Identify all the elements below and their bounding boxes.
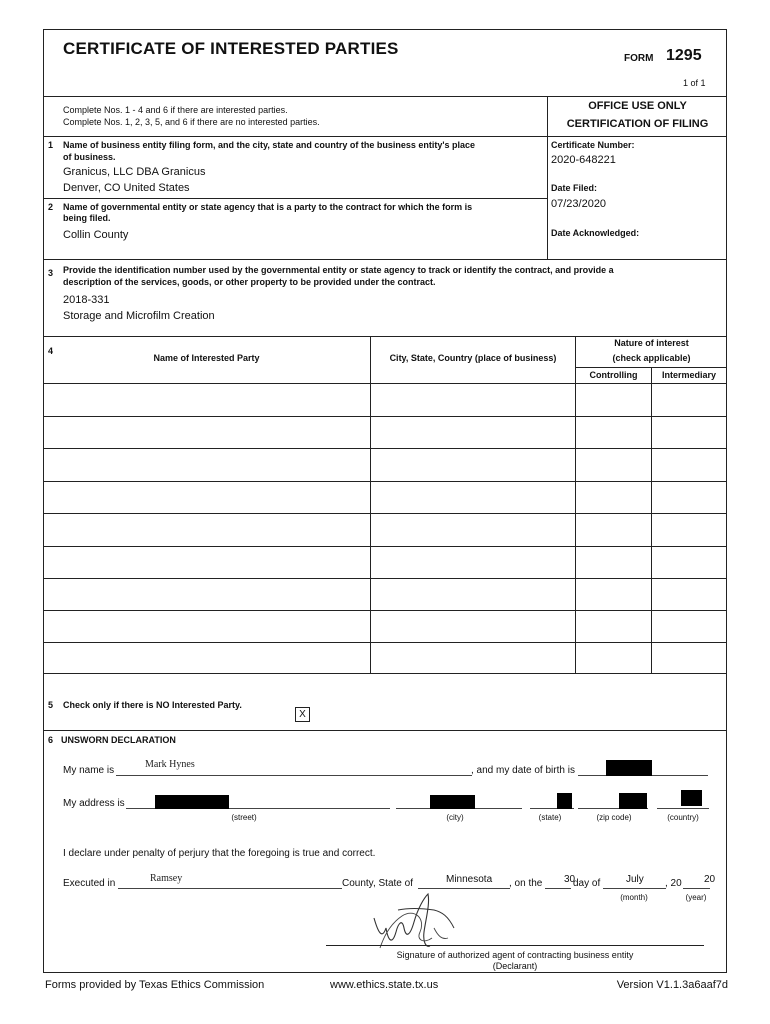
date-filed-label: Date Filed: [551, 183, 598, 193]
section-6-number: 6 [48, 735, 54, 745]
nature-of-interest-heading: Nature of interest [614, 338, 689, 348]
table-bottom-border [43, 673, 727, 674]
section-2-label: Name of governmental entity or state agency that is a party to the contract for which the form is [63, 202, 473, 212]
section-3-number: 3 [48, 268, 54, 278]
country-field-line[interactable] [657, 808, 709, 809]
table-row-border [43, 448, 727, 449]
column-divider [370, 336, 371, 673]
table-row-border [43, 513, 727, 514]
table-row-border [43, 481, 727, 482]
business-entity-name: Granicus, LLC DBA Granicus [63, 166, 206, 178]
divider [43, 730, 727, 731]
country-caption: (country) [667, 813, 699, 822]
table-row-border [43, 383, 727, 384]
year-field-line[interactable] [683, 888, 710, 889]
month-caption: (month) [620, 893, 648, 902]
divider [43, 96, 727, 97]
redaction-box [606, 760, 652, 776]
section-3-label-cont: description of the services, goods, or other property to be provided under the contract. [63, 277, 436, 287]
office-use-heading: OFFICE USE ONLY [588, 100, 687, 112]
city-caption: (city) [446, 813, 464, 822]
form-label: FORM [624, 53, 654, 64]
date-acknowledged-label: Date Acknowledged: [551, 228, 640, 238]
form-title: CERTIFICATE OF INTERESTED PARTIES [63, 39, 399, 58]
governmental-entity-name: Collin County [63, 229, 129, 241]
divider [43, 198, 547, 199]
declaration-statement: I declare under penalty of perjury that the foregoing is true and correct. [63, 848, 376, 859]
year-prefix: , 20 [665, 878, 682, 889]
unsworn-declaration-heading: UNSWORN DECLARATION [61, 735, 176, 745]
office-box-bottom-border [547, 259, 727, 260]
footer-source: Forms provided by Texas Ethics Commission [45, 979, 265, 991]
signature-line[interactable] [326, 945, 704, 946]
section-1-label-cont: of business. [63, 152, 116, 162]
address-label: My address is [63, 798, 125, 809]
year-value: 20 [704, 874, 716, 885]
date-filed-value: 07/23/2020 [551, 198, 607, 210]
column-header-controlling: Controlling [589, 370, 638, 380]
county-state-label: County, State of [342, 878, 413, 889]
section-5-number: 5 [48, 700, 54, 710]
table-row-border [43, 416, 727, 417]
table-row-border [43, 546, 727, 547]
business-entity-location: Denver, CO United States [63, 182, 190, 194]
year-caption: (year) [685, 893, 707, 902]
certificate-number-value: 2020-648221 [551, 154, 616, 166]
column-divider [651, 367, 652, 673]
state-caption: (state) [538, 813, 562, 822]
page-indicator: 1 of 1 [683, 78, 706, 88]
day-value: 30 [564, 874, 576, 885]
day-field-line[interactable] [545, 888, 571, 889]
redaction-box [155, 795, 229, 809]
signature-caption: Signature of authorized agent of contracting business entity [396, 950, 634, 960]
month-value: July [626, 874, 644, 885]
table-row-border [43, 578, 727, 579]
day-of-label: day of [573, 878, 601, 889]
column-header-name: Name of Interested Party [153, 353, 260, 363]
date-of-birth-label: , and my date of birth is [471, 765, 575, 776]
instruction-line-2: Complete Nos. 1, 2, 3, 5, and 6 if there are no interested parties. [63, 117, 320, 127]
no-interested-party-label: Check only if there is NO Interested Party. [63, 700, 242, 710]
table-row-border [43, 610, 727, 611]
county-value: Ramsey [150, 873, 183, 884]
divider [43, 136, 547, 137]
contract-id: 2018-331 [63, 294, 110, 306]
check-applicable-heading: (check applicable) [612, 353, 691, 363]
street-caption: (street) [231, 813, 257, 822]
month-field-line[interactable] [603, 888, 666, 889]
section-1-label: Name of business entity filing form, and the city, state and country of the business entity's place [63, 140, 476, 150]
footer-version: Version V1.1.3a6aaf7d [616, 979, 728, 991]
county-field-line[interactable] [118, 888, 342, 889]
footer-website[interactable]: www.ethics.state.tx.us [330, 979, 439, 991]
form-number: 1295 [666, 47, 702, 64]
certificate-number-label: Certificate Number: [551, 140, 635, 150]
divider [43, 259, 547, 260]
no-interested-party-checkbox[interactable]: X [295, 707, 310, 722]
section-3-label: Provide the identification number used by the governmental entity or state agency to track or identify the contract, and provide a [63, 265, 614, 275]
on-the-label: , on the [509, 878, 543, 889]
contract-description: Storage and Microfilm Creation [63, 310, 215, 322]
column-header-place: City, State, Country (place of business) [389, 353, 557, 363]
redaction-box [557, 793, 572, 809]
name-label: My name is [63, 765, 115, 776]
section-1-number: 1 [48, 140, 54, 150]
redaction-box [430, 795, 475, 809]
zip-caption: (zip code) [596, 813, 632, 822]
column-header-intermediary: Intermediary [661, 370, 717, 380]
divider [547, 136, 727, 137]
declarant-name: Mark Hynes [145, 759, 195, 770]
column-divider [575, 336, 576, 673]
table-row-border [43, 642, 727, 643]
certification-heading: CERTIFICATION OF FILING [566, 118, 709, 130]
section-2-number: 2 [48, 202, 54, 212]
executed-in-label: Executed in [63, 878, 116, 889]
state-value: Minnesota [446, 874, 493, 885]
section-4-number: 4 [48, 346, 54, 356]
redaction-box [681, 790, 702, 806]
section-2-label-cont: being filed. [63, 213, 111, 223]
table-top-border [43, 336, 727, 337]
redaction-box [619, 793, 647, 809]
instruction-line-1: Complete Nos. 1 - 4 and 6 if there are interested parties. [63, 105, 288, 115]
name-field-line[interactable] [116, 775, 472, 776]
declarant-caption: (Declarant) [492, 961, 538, 971]
